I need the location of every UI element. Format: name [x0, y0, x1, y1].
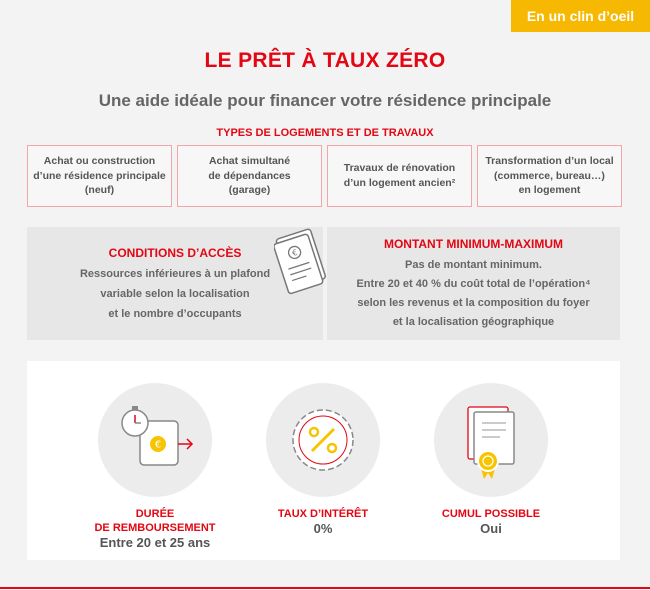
stat-circle — [434, 383, 548, 497]
conditions-text: Ressources inférieures à un plafond variable selon la localisation et le nombre d’occupants — [79, 268, 271, 320]
stat-label: CUMUL POSSIBLE — [441, 508, 541, 520]
key-figures-panel — [27, 361, 620, 560]
stat-value: Entre 20 et 25 ans — [99, 535, 211, 550]
document-euro-icon — [274, 222, 334, 302]
stopwatch-euro-icon — [98, 383, 212, 497]
stat-circle — [266, 383, 380, 497]
stat-cumul — [411, 383, 571, 536]
stat-duree — [75, 383, 235, 550]
types-heading: TYPES DE LOGEMENTS ET DE TRAVAUX — [216, 127, 434, 139]
stat-taux — [243, 383, 403, 536]
documents-ribbon-icon — [434, 383, 548, 497]
types-row — [27, 145, 622, 207]
montant-panel — [327, 227, 620, 340]
svg-text:€: € — [154, 439, 162, 451]
type-item: Achat simultané de dépendances (garage) — [177, 145, 322, 207]
type-item: Travaux de rénovation d’un logement ancien² — [327, 145, 472, 207]
stat-label: DURÉE DE REMBOURSEMENT — [94, 508, 216, 534]
type-item: Achat ou construction d’une résidence principale (neuf) — [27, 145, 172, 207]
type-item: Transformation d’un local (commerce, bureau…) en logement — [477, 145, 622, 207]
clin-doeil-badge: En un clin d’oeil — [511, 0, 650, 32]
conditions-title: CONDITIONS D’ACCÈS — [108, 246, 242, 260]
montant-text: Pas de montant minimum. Entre 20 et 40 % du coût total de l’opération⁴ selon les revenus et la composition du foyer et la localisation géographique — [356, 259, 591, 328]
stat-value: 0% — [313, 521, 333, 536]
stat-label: TAUX D’INTÉRÊT — [277, 508, 369, 520]
montant-title: MONTANT MINIMUM-MAXIMUM — [383, 237, 564, 251]
footer-divider — [0, 587, 650, 589]
stat-value: Oui — [480, 521, 502, 536]
stat-circle — [98, 383, 212, 497]
percent-seal-icon — [266, 383, 380, 497]
page-title: LE PRÊT À TAUX ZÉRO — [204, 49, 446, 72]
svg-text:€: € — [290, 247, 299, 258]
page-subtitle: Une aide idéale pour financer votre résidence principale — [98, 91, 552, 110]
